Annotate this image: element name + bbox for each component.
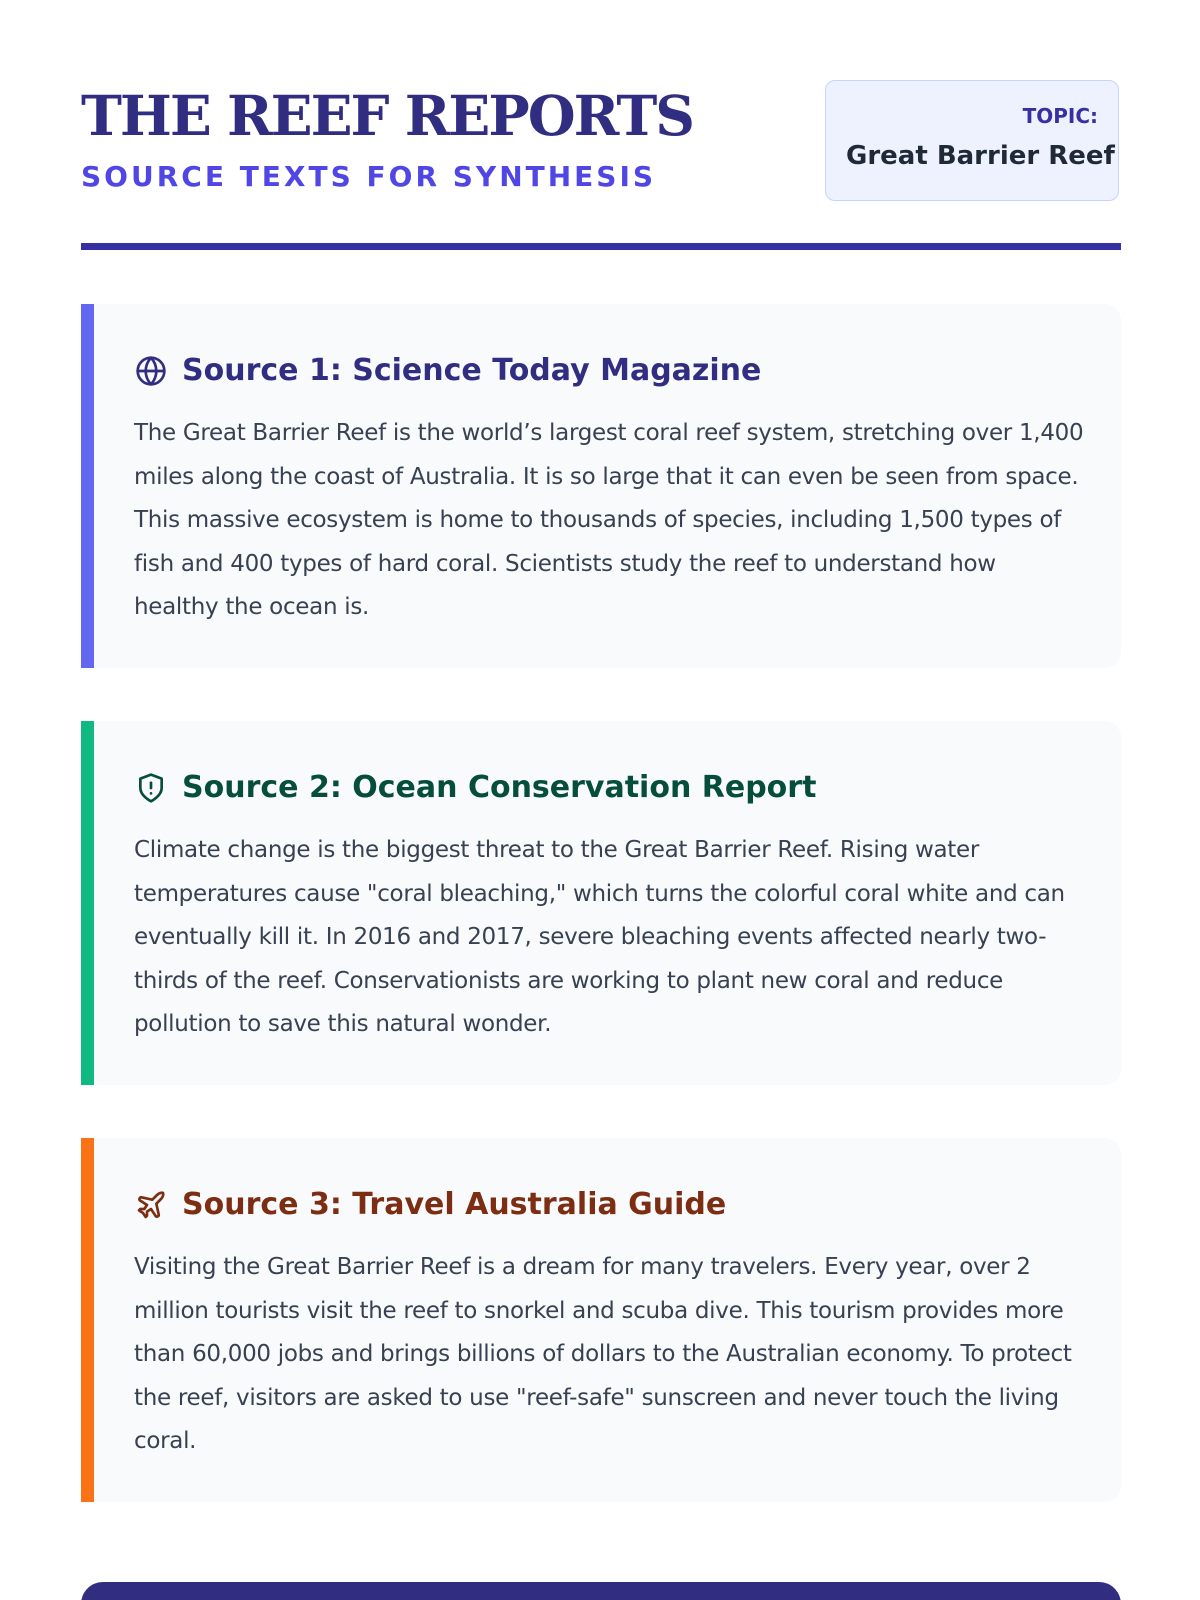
page-title: THE REEF REPORTS bbox=[81, 83, 693, 148]
source-text: Climate change is the biggest threat to the Great Barrier Reef. Rising water temperatures cause "coral bleaching," which turns the colorful coral white and can eventually kill it. In 2016 and 2017, severe bleaching events affected nearly two-thirds of the reef. Conservationists are working to plant new coral and reduce pollution to save this natural wonder. bbox=[134, 837, 1065, 1037]
plane-icon bbox=[134, 1188, 168, 1222]
topic-value: Great Barrier Reef bbox=[846, 141, 1115, 171]
page-subtitle: SOURCE TEXTS FOR SYNTHESIS bbox=[81, 160, 657, 193]
source-heading bbox=[134, 348, 1085, 394]
topic-box bbox=[825, 80, 1119, 201]
source-card-2 bbox=[81, 721, 1121, 1085]
header-divider bbox=[81, 243, 1121, 250]
source-title: Source 3: Travel Australia Guide bbox=[182, 1187, 727, 1222]
source-text: Visiting the Great Barrier Reef is a dream for many travelers. Every year, over 2 million tourists visit the reef to snorkel and scuba dive. This tourism provides more than 60,000 jobs and brings billions of dollars to the Australian economy. To protect the reef, visitors are asked to use "reef-safe" sunscreen and never touch the living coral. bbox=[134, 1254, 1072, 1454]
header-block bbox=[81, 80, 1121, 250]
source-card-1 bbox=[81, 304, 1121, 668]
source-card-3 bbox=[81, 1138, 1121, 1502]
topic-label: TOPIC: bbox=[1022, 104, 1098, 128]
source-heading bbox=[134, 765, 1085, 811]
source-title: Source 1: Science Today Magazine bbox=[182, 353, 762, 388]
footer-bar bbox=[81, 1582, 1121, 1600]
source-title: Source 2: Ocean Conservation Report bbox=[182, 770, 817, 805]
globe-icon bbox=[134, 354, 168, 388]
source-text: The Great Barrier Reef is the world’s largest coral reef system, stretching over 1,400 miles along the coast of Australia. It is so large that it can even be seen from space. This massive ecosystem is home to thousands of species, including 1,500 types of fish and 400 types of hard coral. Scientists study the reef to understand how healthy the ocean is. bbox=[134, 420, 1084, 620]
source-heading bbox=[134, 1182, 1085, 1228]
shield-alert-icon bbox=[134, 771, 168, 805]
